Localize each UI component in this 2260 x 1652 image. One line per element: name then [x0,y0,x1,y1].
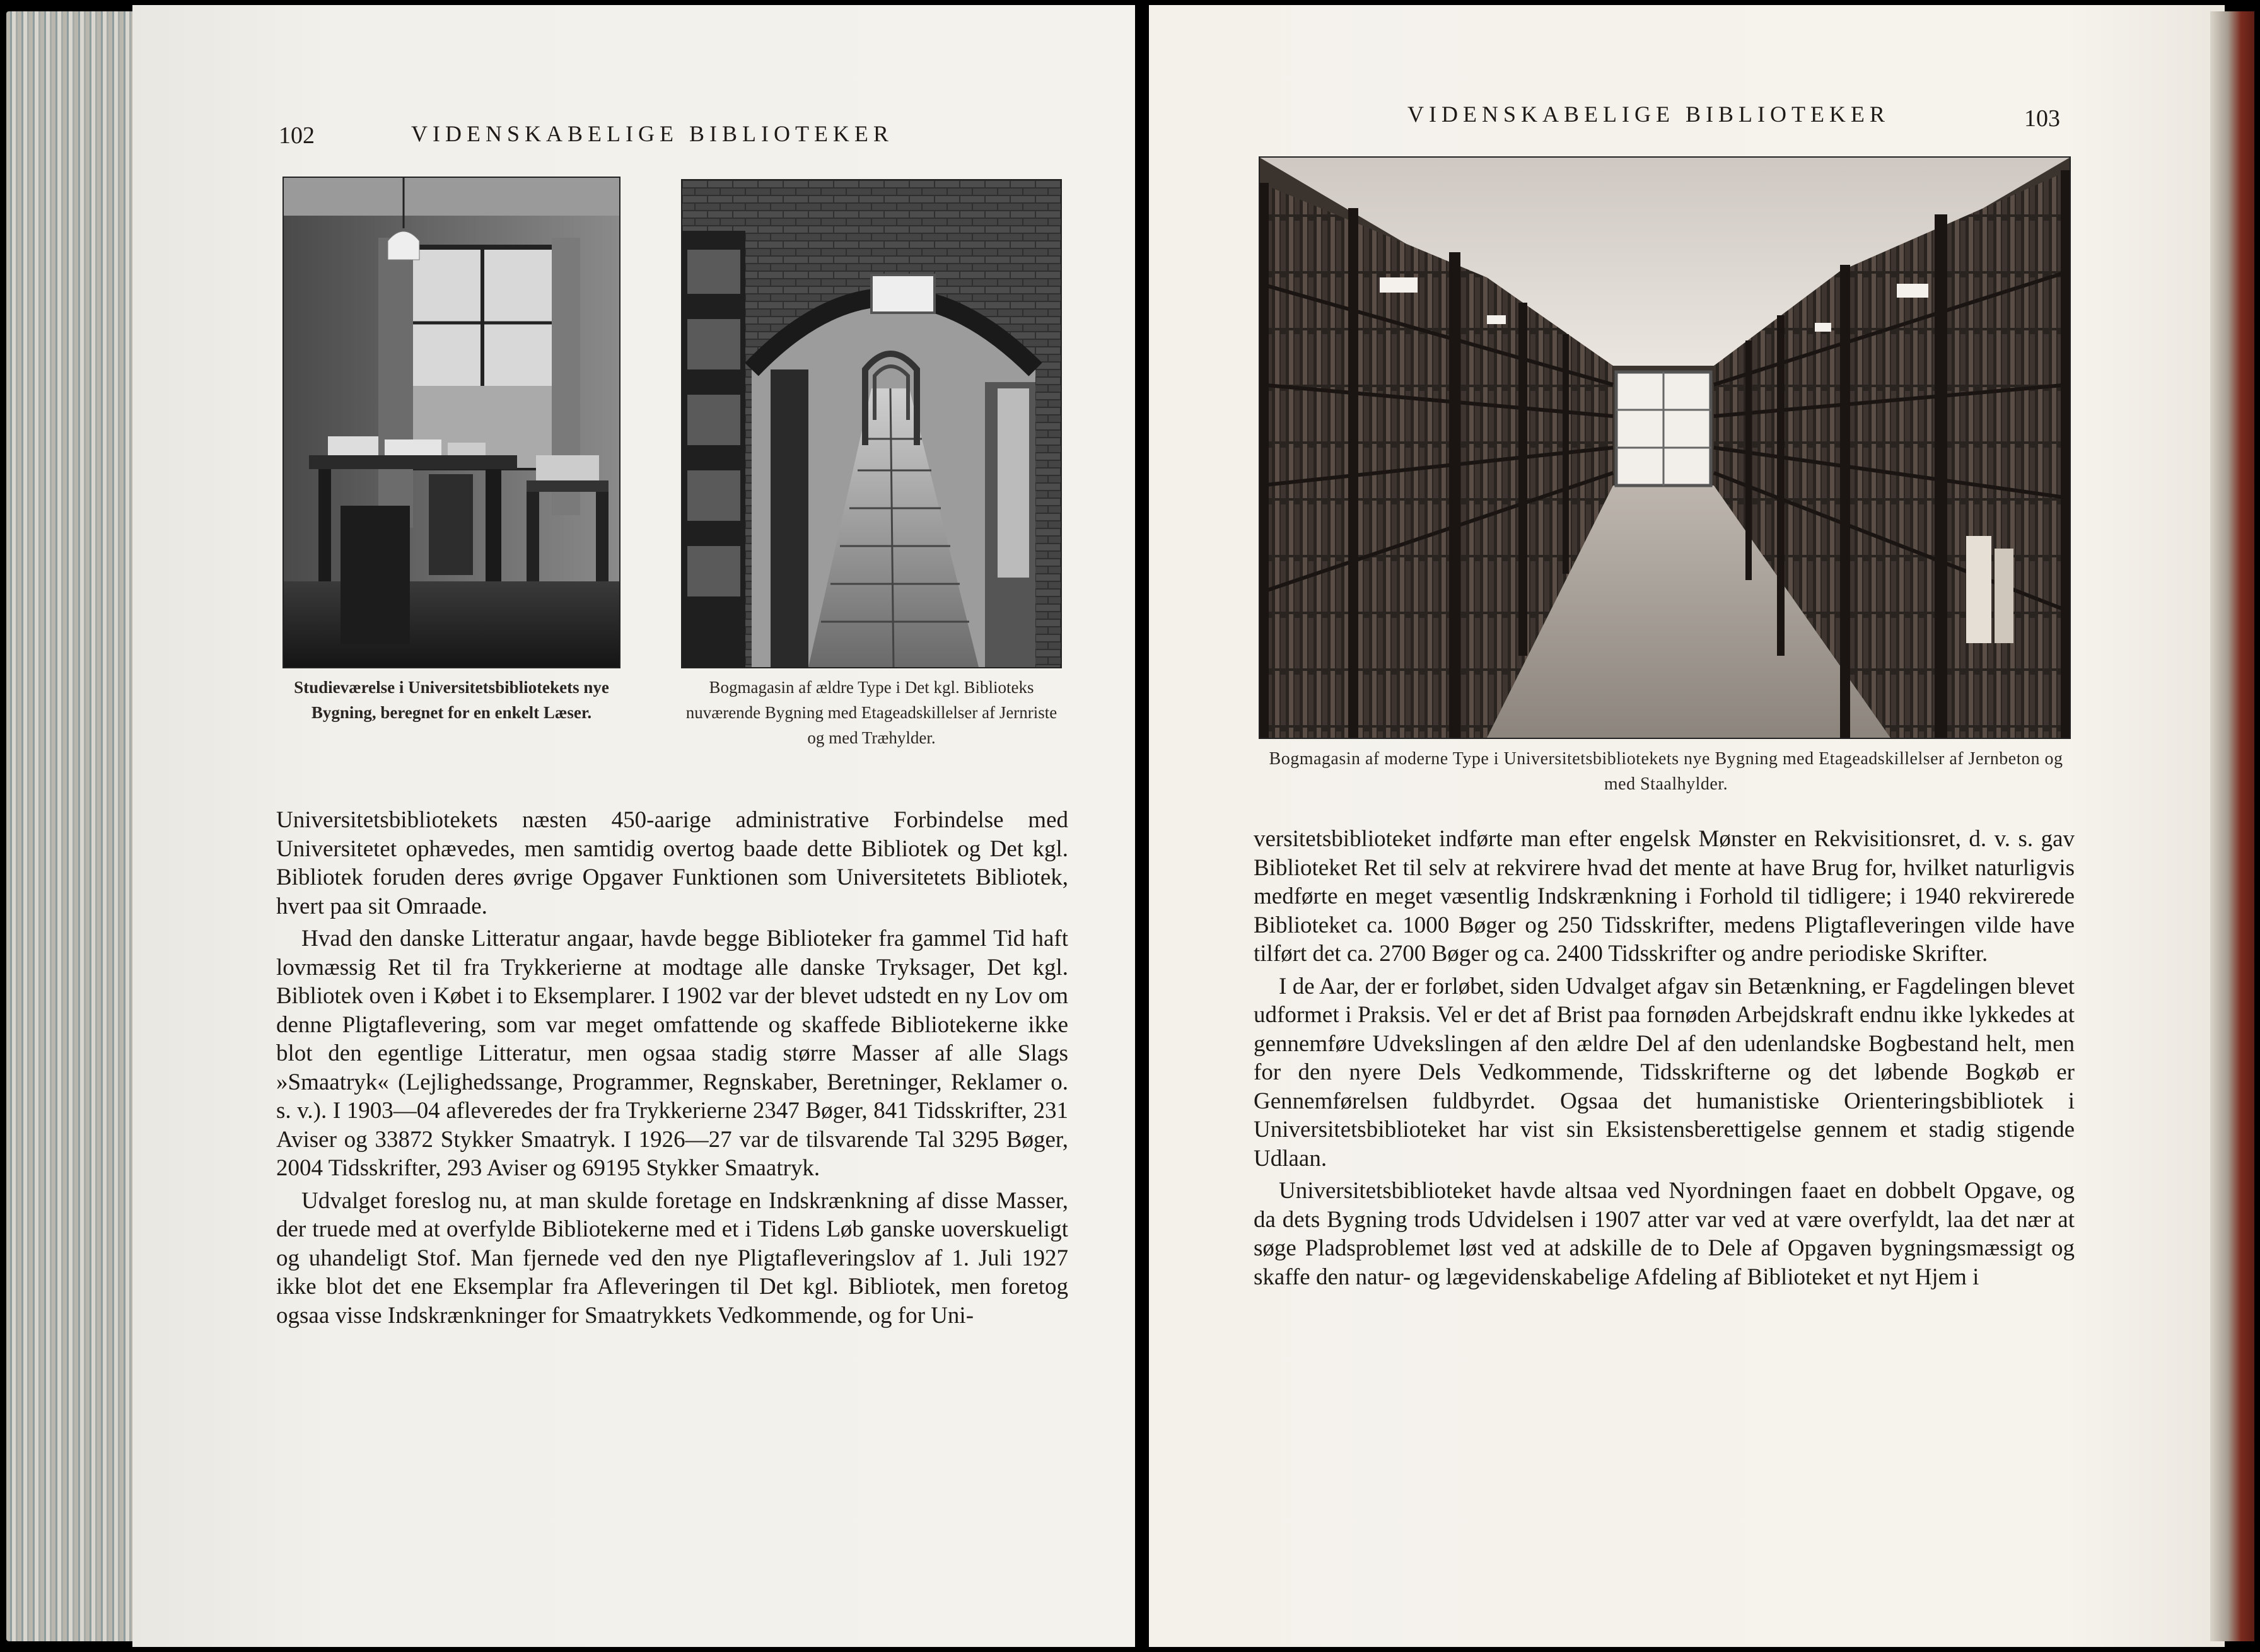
right-page-number: 103 [2024,105,2060,132]
left-paragraph-1: Universitetsbibliotekets næsten 450-aarige administrative Forbindelse med Universitetet ophævedes, men samtidig overtog baade dette Bibliotek og Det kgl. Bibliotek foruden deres øvrige Opgaver Funktionen som Universitetets Bibliotek, hvert paa sit Omraade. [276,807,1068,919]
right-paragraph-3: Universitetsbiblioteket havde altsaa ved Nyordningen faaet en dobbelt Opgave, og da dets Bygning trods Udvidelsen i 1907 atter var ved at være overfyldt, laa det nær at søge Pladsproblemet løst ved at adskille de to Dele af Opgaven bygningsmæssigt og skaffe den natur- og lægevidenskabelige Afdeling af Biblioteket et nyt Hjem i [1254,1178,2075,1290]
left-page-number: 102 [279,122,315,149]
modern-stacks-caption: Bogmagasin af moderne Type i Universitetsbibliotekets nye Bygning med Etageadskillelser af Jernbeton og med Staalhylder. [1269,749,2063,794]
book-right-edge [2210,11,2254,1641]
left-paragraph-2: Hvad den danske Litteratur angaar, havde begge Biblioteker fra gammel Tid haft lovmæssig Ret til fra Trykkerierne at modtage alle danske Tryksager, Det kgl. Bibliotek oven i Købet i to Eksemplarer. I 1902 var der blevet udstedt en ny Lov om denne Pligtaflevering, som var meget omfattende og skaffede Bibliotekerne ikke blot den egentlige Litteratur, men ogsaa stadig større Masser af alle Slags »Smaatryk« (Lejlighedssange, Programmer, Regnskaber, Beretninger, Reklamer o. s. v.). I 1903—04 afleveredes der fra Trykkerierne 2347 Bøger, 841 Tidsskrifter, 231 Aviser og 33872 Stykker Smaatryk. I 1926—27 var de tilsvarende Tal 3295 Bøger, 2004 Tidsskrifter, 293 Aviser og 69195 Stykker Smaatryk. [276,926,1068,1181]
study-room-caption: Studieværelse i Universitetsbibliotekets nye Bygning, beregnet for en enkelt Læser. [294,678,609,722]
left-page [132,5,1135,1647]
modern-stacks-photo [1259,156,2071,739]
old-stacks-caption: Bogmagasin af ældre Type i Det kgl. Biblioteks nuværende Bygning med Etageadskillelser af Jernriste og med Træhylder. [685,678,1057,747]
left-body-text [276,806,1068,1330]
right-running-head: VIDENSKABELIGE BIBLIOTEKER [1407,102,1890,127]
right-page [1149,5,2225,1647]
old-stacks-photo [681,179,1062,668]
study-room-photo [282,177,620,668]
book-page-edges [6,11,136,1641]
right-body-text [1254,825,2075,1291]
left-running-head: VIDENSKABELIGE BIBLIOTEKER [411,121,894,146]
right-paragraph-1: versitetsbiblioteket indførte man efter engelsk Mønster en Rekvisitionsret, d. v. s. gav Biblioteket Ret til selv at rekvirere hvad det mente at have Brug for, hvilket naturligvis medførte en meget væsentlig Indskrænkning i Forhold til tidligere; i 1940 rekvirerede Biblioteket ca. 1000 Bøger og 250 Tidsskrifter, medens Pligtafleveringen vilde have tilført det ca. 2700 Bøger og ca. 2400 Tidsskrifter og andre periodiske Skrifter. [1254,826,2075,967]
left-paragraph-3: Udvalget foreslog nu, at man skulde foretage en Indskrænkning af disse Masser, der truede med at overfylde Bibliotekerne med et i Tidens Løb ganske uoverskueligt og uhandeligt Stof. Man fjernede ved den nye Pligtafleveringslov af 1. Juli 1927 ikke blot det ene Eksemplar fra Afleveringen til Det kgl. Bibliotek, men foretog ogsaa visse Indskrænkninger for Smaatrykkets Vedkommende, og for Uni- [276,1187,1068,1329]
right-paragraph-2: I de Aar, der er forløbet, siden Udvalget afgav sin Betænkning, er Fagdelingen blevet udformet i Praksis. Vel er det af Brist paa fornøden Arbejdskraft endnu ikke lykkedes at gennemføre Udvekslingen af den ældre Del af den udenlandske Bogbestand helt, men for den nyere Dels Vedkommende, Tidsskrifterne og det løbende Bogkøb er Gennemførelsen fuldbyrdet. Ogsaa det humanistiske Orienteringsbibliotek i Universitetsbiblioteket har vist sin Eksistensberettigelse gennem et stadig stigende Udlaan. [1254,973,2075,1172]
